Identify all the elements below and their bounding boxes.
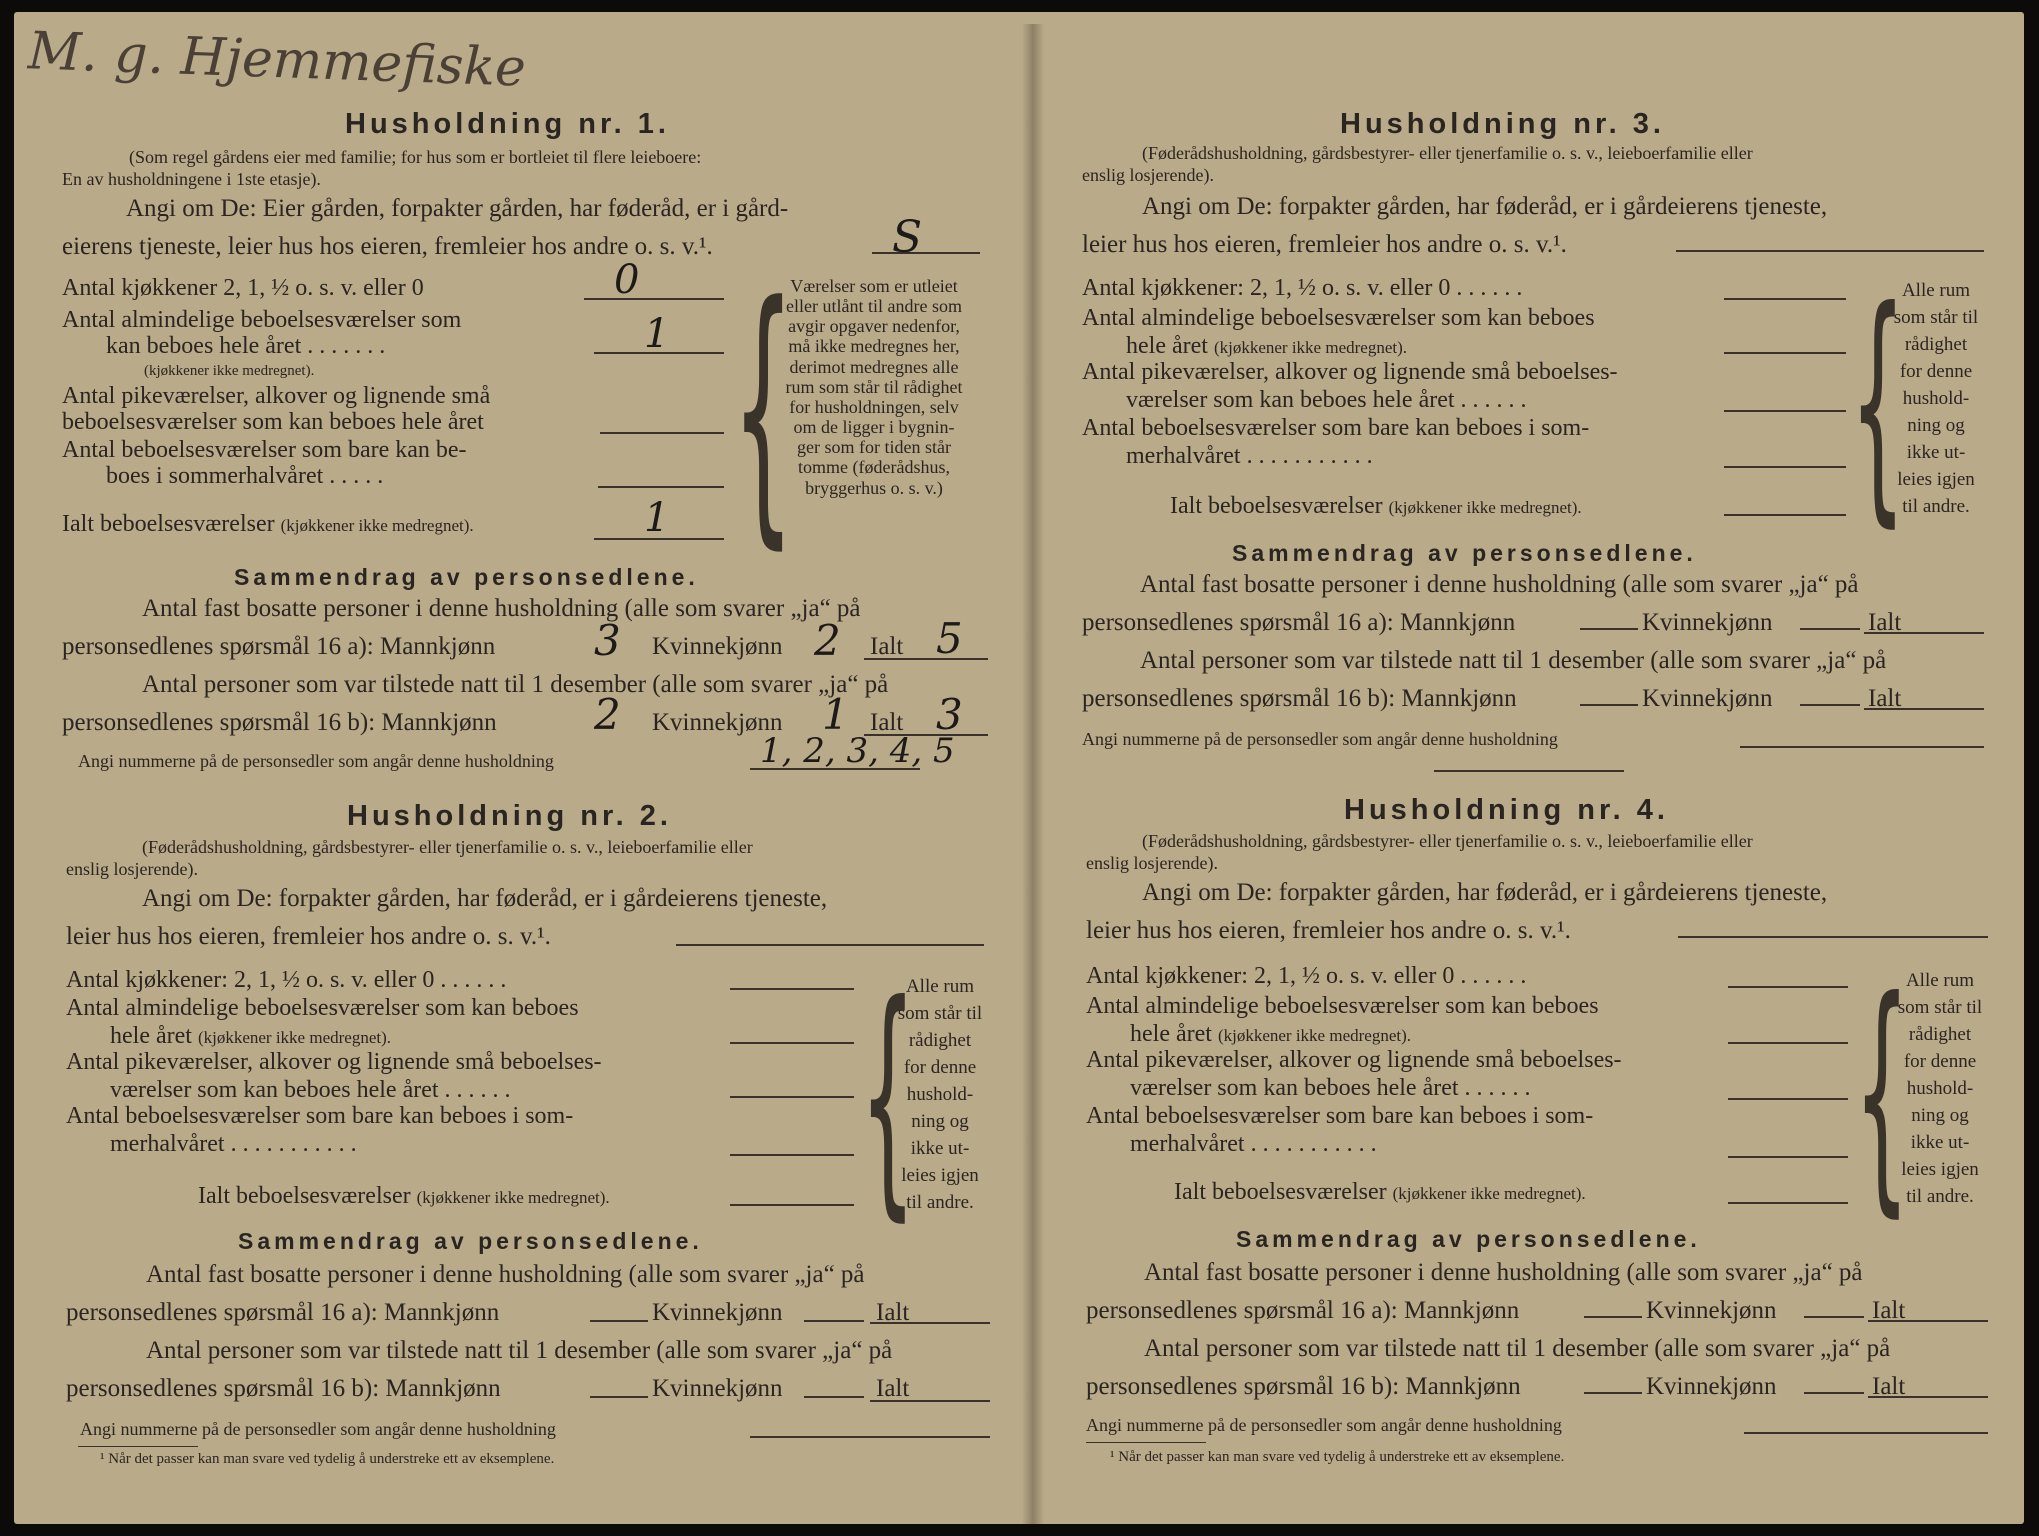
hh2-side-line: ning og: [911, 1110, 969, 1132]
hh3-pike-line: [1724, 410, 1846, 412]
hh4-alm-2-label: hele året: [1130, 1021, 1212, 1047]
hh1-side-line: rum som står til rådighet: [785, 376, 963, 397]
hh1-s2-ialt: 3: [936, 690, 963, 739]
hh4-numre-line: [1744, 1432, 1988, 1434]
hh4-s1b: personsedlenes spørsmål 16 a): Mannkjønn: [1086, 1297, 1520, 1324]
hh1-ialt: [62, 512, 474, 536]
hh3-ialt-line: [1724, 514, 1846, 516]
hh4-sommer-1: Antal beboelsesværelser som bare kan beboes i som-: [1086, 1103, 1594, 1129]
hh2-pike-line: [730, 1096, 854, 1098]
hh1-angi-answer-line: [872, 252, 980, 254]
hh3-sommer-1: Antal beboelsesværelser som bare kan beboes i som-: [1082, 415, 1590, 441]
hh3-side-note: [1880, 278, 1992, 521]
hh3-s2-ialt-label: Ialt: [1868, 685, 1902, 712]
hh4-s2-ialt-line: [1868, 1396, 1988, 1398]
hh3-note-1: (Føderådshusholdning, gårdsbestyrer- eller tjenerfamilie o. s. v., leieboerfamilie eller: [1142, 143, 1753, 163]
hh4-brace-icon: {: [1854, 947, 1910, 1238]
hh2-note-1: (Føderådshusholdning, gårdsbestyrer- eller tjenerfamilie o. s. v., leieboerfamilie eller: [142, 837, 753, 857]
hh2-side-line: hushold-: [906, 1083, 974, 1105]
hh2-side-line: til andre.: [906, 1191, 974, 1213]
hh1-note-1: (Som regel gårdens eier med familie; for hus som er bortleiet til flere leieboere:: [129, 147, 702, 167]
hh1-side-line: tomme (føderådshus,: [798, 457, 950, 478]
hh1-alm-1: Antal almindelige beboelsesværelser som: [62, 307, 462, 333]
hh3-angi-line: [1676, 250, 1984, 252]
right-page: [1038, 12, 2024, 1524]
hh1-ialt-answer: 1: [644, 495, 670, 541]
hh3-side-line: rådighet: [1904, 333, 1968, 355]
hh1-title: Husholdning nr. 1.: [345, 108, 670, 140]
hh4-s1-mann-line: [1584, 1316, 1642, 1318]
hh3-alm-1: Antal almindelige beboelsesværelser som kan beboes: [1082, 305, 1595, 331]
hh1-brace-icon: {: [732, 247, 795, 573]
hh1-side-line: for husholdningen, selv: [789, 396, 959, 417]
hh4-side-line: ning og: [1911, 1104, 1969, 1126]
hh4-s1-kvinne-line: [1804, 1316, 1864, 1318]
hh2-ialt-small: (kjøkkener ikke medregnet).: [416, 1188, 610, 1207]
hh4-side-line: ikke ut-: [1910, 1131, 1970, 1153]
hh1-side-line: avgir opgaver nedenfor,: [788, 316, 960, 337]
hh3-s1b: personsedlenes spørsmål 16 a): Mannkjønn: [1082, 609, 1516, 636]
hh4-kjokken: Antal kjøkkener: 2, 1, ½ o. s. v. eller 0 . . . . . .: [1086, 963, 1527, 989]
hh4-s2-kvinne-label: Kvinnekjønn: [1646, 1373, 1777, 1400]
hh1-numre: Angi nummerne på de personsedler som angår denne husholdning: [78, 751, 554, 771]
hh3-ialt-label: Ialt beboelsesværelser: [1170, 493, 1383, 519]
hh1-s1-mann: 3: [594, 616, 621, 665]
hh2-s2-ialt-line: [870, 1400, 990, 1402]
hh4-s1-ialt-line: [1868, 1320, 1988, 1322]
hh3-s1-kvinne-line: [1800, 628, 1860, 630]
hh3-side-line: som står til: [1893, 306, 1979, 328]
hh3-s2-ialt-line: [1864, 708, 1984, 710]
hh2-s2-kvinne-label: Kvinnekjønn: [652, 1375, 783, 1402]
hh4-alm-2-small: (kjøkkener ikke medregnet).: [1217, 1026, 1411, 1045]
hh2-summary-title: Sammendrag av personsedlene.: [238, 1228, 703, 1254]
hh3-s2a: Antal personer som var tilstede natt til 1 desember (alle som svarer „ja“ på: [1140, 647, 1887, 674]
hh1-s1-kvinne: 2: [814, 616, 841, 665]
hh1-s2a: Antal personer som var tilstede natt til 1 desember (alle som svarer „ja“ på: [142, 671, 889, 698]
hh3-s2-kvinne-label: Kvinnekjønn: [1642, 685, 1773, 712]
hh4-sommer-line: [1728, 1156, 1848, 1158]
hh2-side-note: [884, 974, 996, 1217]
hh4-side-line: hushold-: [1906, 1077, 1974, 1099]
hh4-kjokken-line: [1728, 986, 1848, 988]
hh1-summary-title: Sammendrag av personsedlene.: [234, 564, 699, 590]
hh3-ialt-small: (kjøkkener ikke medregnet).: [1388, 498, 1582, 517]
hh4-side-line: rådighet: [1908, 1023, 1972, 1045]
hh1-pike-2: beboelsesværelser som kan beboes hele året: [62, 409, 484, 435]
hh1-alm-3: (kjøkkener ikke medregnet).: [144, 363, 315, 379]
hh3-side-line: ikke ut-: [1906, 441, 1966, 463]
hh3-sommer-line: [1724, 466, 1846, 468]
hh3-s1-ialt-label: Ialt: [1868, 609, 1902, 636]
hh2-alm-2: [110, 1024, 391, 1048]
hh3-numre: Angi nummerne på de personsedler som angår denne husholdning: [1082, 729, 1558, 749]
hh1-s1b-label: personsedlenes spørsmål 16 a): Mannkjønn: [62, 633, 496, 660]
hh1-side-line: må ikke medregnes her,: [788, 336, 960, 357]
hh4-s2-mann-line: [1584, 1392, 1642, 1394]
hh1-side-line: Værelser som er utleiet: [790, 276, 958, 296]
hh2-side-line: ikke ut-: [910, 1137, 970, 1159]
hh3-side-line: til andre.: [1902, 495, 1970, 517]
hh2-side-line: rådighet: [908, 1029, 972, 1051]
hh3-side-line: for denne: [1899, 360, 1973, 382]
hh2-sommer-line: [730, 1154, 854, 1156]
hh1-kjokken-line: [584, 298, 724, 300]
hh3-alm-2-label: hele året: [1126, 333, 1208, 359]
hh4-angi-line: [1678, 936, 1988, 938]
hh2-note-2: enslig losjerende).: [66, 859, 198, 879]
hh2-side-line: for denne: [903, 1056, 977, 1078]
hh4-s1-ialt-label: Ialt: [1872, 1297, 1906, 1324]
hh4-s1-kvinne-label: Kvinnekjønn: [1646, 1297, 1777, 1324]
hh2-angi-2: leier hus hos eieren, fremleier hos andre o. s. v.¹.: [66, 923, 551, 950]
hh1-s2-kvinne-label: Kvinnekjønn: [652, 709, 783, 736]
hh3-brace-icon: {: [1850, 257, 1906, 548]
hh1-s2b: personsedlenes spørsmål 16 b): Mannkjønn: [62, 709, 497, 736]
hh1-pike-line: [600, 432, 724, 434]
divider-rule: [1434, 770, 1624, 772]
hh1-s2-mann: 2: [594, 690, 621, 739]
hh3-side-line: hushold-: [1902, 387, 1970, 409]
hh2-pike-1: Antal pikeværelser, alkover og lignende små beboelses-: [66, 1049, 602, 1075]
hh3-alm-2-small: (kjøkkener ikke medregnet).: [1213, 338, 1407, 357]
hh4-note-2: enslig losjerende).: [1086, 853, 1218, 873]
hh2-sommer-1: Antal beboelsesværelser som bare kan beboes i som-: [66, 1103, 574, 1129]
hh3-kjokken: Antal kjøkkener: 2, 1, ½ o. s. v. eller 0 . . . . . .: [1082, 275, 1523, 301]
hh3-sommer-2: merhalvåret . . . . . . . . . . .: [1126, 443, 1373, 469]
hh2-pike-2: værelser som kan beboes hele året . . . . . .: [110, 1077, 511, 1103]
hh1-s1a: Antal fast bosatte personer i denne husholdning (alle som svarer „ja“ på: [142, 595, 861, 622]
hh2-angi-line: [676, 944, 984, 946]
hh4-angi-1: Angi om De: forpakter gården, har føderåd, er i gårdeierens tjeneste,: [1142, 879, 1828, 906]
hh1-numre-answer: 1, 2, 3, 4, 5: [760, 731, 955, 771]
hh4-s2a: Antal personer som var tilstede natt til 1 desember (alle som svarer „ja“ på: [1144, 1335, 1891, 1362]
hh1-ialt-small: (kjøkkener ikke medregnet).: [280, 516, 474, 535]
hh1-s1b: [62, 634, 495, 659]
hh1-ialt-label: Ialt beboelsesværelser: [62, 511, 275, 537]
hh1-side-line: om de ligger i bygnin-: [793, 417, 955, 438]
footnote-rule-right: [1086, 1442, 1206, 1443]
hh2-title: Husholdning nr. 2.: [347, 800, 672, 832]
footnote-left: ¹ Når det passer kan man svare ved tydelig å understreke ett av eksemplene.: [100, 1451, 555, 1467]
hh1-angi-2: eierens tjeneste, leier hus hos eieren, fremleier hos andre o. s. v.¹.: [62, 233, 713, 260]
hh1-alm-answer: 1: [644, 311, 670, 357]
hh3-pike-2: værelser som kan beboes hele året . . . . . .: [1126, 387, 1527, 413]
hh4-s2-ialt-label: Ialt: [1872, 1373, 1906, 1400]
hh2-ialt-line: [730, 1204, 854, 1206]
hh1-kjokken: Antal kjøkkener 2, 1, ½ o. s. v. eller 0: [62, 275, 424, 301]
hh2-s2-ialt-label: Ialt: [876, 1375, 910, 1402]
hh1-side-line: eller utlånt til andre som: [786, 296, 962, 317]
left-page: [14, 12, 1014, 1524]
hh3-summary-title: Sammendrag av personsedlene.: [1232, 540, 1697, 566]
hh1-s1-line: [864, 658, 988, 660]
hh4-s2b: personsedlenes spørsmål 16 b): Mannkjønn: [1086, 1373, 1521, 1400]
hh3-pike-1: Antal pikeværelser, alkover og lignende små beboelses-: [1082, 359, 1618, 385]
hh4-side-line: for denne: [1903, 1050, 1977, 1072]
hh3-side-line: leies igjen: [1897, 468, 1975, 490]
hh1-note-2: En av husholdningene i 1ste etasje).: [62, 169, 321, 189]
hh1-s2-ialt-label: Ialt: [870, 709, 904, 736]
hh3-alm-line: [1724, 352, 1846, 354]
hh4-title: Husholdning nr. 4.: [1344, 794, 1669, 826]
hh3-s1-mann-line: [1580, 628, 1638, 630]
hh2-side-line: Alle rum: [905, 976, 975, 997]
footnote-right: ¹ Når det passer kan man svare ved tydelig å understreke ett av eksemplene.: [1110, 1449, 1565, 1465]
hh4-side-line: til andre.: [1906, 1185, 1974, 1207]
hh3-title: Husholdning nr. 3.: [1340, 108, 1665, 140]
hh2-kjokken: Antal kjøkkener: 2, 1, ½ o. s. v. eller 0 . . . . . .: [66, 967, 507, 993]
hh2-numre: Angi nummerne på de personsedler som angår denne husholdning: [80, 1419, 556, 1439]
hh3-s1-ialt-line: [1864, 632, 1984, 634]
hh2-kjokken-line: [730, 988, 854, 990]
hh1-s1-kvinne-label: Kvinnekjønn: [652, 633, 783, 660]
hh3-s2b: personsedlenes spørsmål 16 b): Mannkjønn: [1082, 685, 1517, 712]
hh2-s1-ialt-line: [870, 1322, 990, 1324]
handwritten-note: M. g. Hjemmefiske: [27, 21, 527, 99]
hh4-pike-line: [1728, 1098, 1848, 1100]
hh4-angi-2: leier hus hos eieren, fremleier hos andre o. s. v.¹.: [1086, 917, 1571, 944]
hh1-s2-kvinne: 1: [822, 690, 849, 739]
hh3-kjokken-line: [1724, 298, 1846, 300]
hh4-pike-1: Antal pikeværelser, alkover og lignende små beboelses-: [1086, 1047, 1622, 1073]
hh1-kjokken-answer: 0: [614, 257, 640, 303]
hh2-s1-kvinne-line: [804, 1320, 864, 1322]
hh2-side-line: leies igjen: [901, 1164, 979, 1186]
hh4-alm-line: [1728, 1042, 1848, 1044]
hh4-side-line: som står til: [1897, 996, 1983, 1018]
hh2-s2-mann-line: [590, 1396, 648, 1398]
hh2-ialt: [198, 1184, 610, 1208]
hh4-sommer-2: merhalvåret . . . . . . . . . . .: [1130, 1131, 1377, 1157]
hh3-note-2: enslig losjerende).: [1082, 165, 1214, 185]
hh1-sommer-2: boes i sommerhalvåret . . . . .: [106, 463, 384, 489]
hh3-alm-2: [1126, 334, 1407, 358]
hh1-s1-ialt: 5: [936, 614, 963, 663]
hh4-summary-title: Sammendrag av personsedlene.: [1236, 1226, 1701, 1252]
hh1-sommer-line: [598, 486, 724, 488]
hh2-s2a: Antal personer som var tilstede natt til 1 desember (alle som svarer „ja“ på: [146, 1337, 893, 1364]
hh2-angi-1: Angi om De: forpakter gården, har føderåd, er i gårdeierens tjeneste,: [142, 885, 828, 912]
hh2-s2-kvinne-line: [804, 1396, 864, 1398]
hh2-brace-icon: {: [860, 951, 916, 1242]
hh2-s1-kvinne-label: Kvinnekjønn: [652, 1299, 783, 1326]
hh3-s2-kvinne-line: [1800, 704, 1860, 706]
hh3-angi-2: leier hus hos eieren, fremleier hos andre o. s. v.¹.: [1082, 231, 1567, 258]
hh1-side-note: [752, 276, 996, 498]
hh4-ialt-small: (kjøkkener ikke medregnet).: [1392, 1184, 1586, 1203]
hh4-side-note: [1884, 968, 1996, 1211]
hh3-s1a: Antal fast bosatte personer i denne husholdning (alle som svarer „ja“ på: [1140, 571, 1859, 598]
hh2-s1a: Antal fast bosatte personer i denne husholdning (alle som svarer „ja“ på: [146, 1261, 865, 1288]
hh1-pike-1: Antal pikeværelser, alkover og lignende små: [62, 383, 491, 409]
hh3-s1-kvinne-label: Kvinnekjønn: [1642, 609, 1773, 636]
footnote-rule-left: [78, 1446, 198, 1447]
hh4-ialt-label: Ialt beboelsesværelser: [1174, 1179, 1387, 1205]
hh2-alm-2-small: (kjøkkener ikke medregnet).: [197, 1028, 391, 1047]
hh4-numre: Angi nummerne på de personsedler som angår denne husholdning: [1086, 1415, 1562, 1435]
hh3-side-line: ning og: [1907, 414, 1965, 436]
hh4-pike-2: værelser som kan beboes hele året . . . . . .: [1130, 1075, 1531, 1101]
hh1-angi-1: Angi om De: Eier gården, forpakter gården, har føderåd, er i gård-: [126, 195, 789, 222]
hh3-numre-line: [1740, 746, 1984, 748]
hh2-s1b: personsedlenes spørsmål 16 a): Mannkjønn: [66, 1299, 500, 1326]
hh1-side-line: bryggerhus o. s. v.): [805, 477, 943, 498]
hh4-side-line: Alle rum: [1905, 970, 1975, 991]
hh1-s1-ialt-label: Ialt: [870, 633, 904, 660]
hh1-side-line: derimot medregnes alle: [789, 356, 959, 377]
census-form-sheet: [14, 12, 2024, 1524]
hh2-alm-line: [730, 1042, 854, 1044]
hh4-alm-1: Antal almindelige beboelsesværelser som kan beboes: [1086, 993, 1599, 1019]
hh2-alm-2-label: hele året: [110, 1023, 192, 1049]
hh4-note-1: (Føderådshusholdning, gårdsbestyrer- eller tjenerfamilie o. s. v., leieboerfamilie eller: [1142, 831, 1753, 851]
hh3-ialt: [1170, 494, 1582, 518]
hh2-s1-mann-line: [590, 1320, 648, 1322]
hh1-side-line: ger som for tiden står: [797, 437, 951, 458]
hh2-side-line: som står til: [897, 1002, 983, 1024]
hh2-s2b: personsedlenes spørsmål 16 b): Mannkjønn: [66, 1375, 501, 1402]
hh1-sommer-1: Antal beboelsesværelser som bare kan be-: [62, 437, 467, 463]
hh4-alm-2: [1130, 1022, 1411, 1046]
hh2-s1-ialt-label: Ialt: [876, 1299, 910, 1326]
hh2-sommer-2: merhalvåret . . . . . . . . . . .: [110, 1131, 357, 1157]
hh2-ialt-label: Ialt beboelsesværelser: [198, 1183, 411, 1209]
hh1-angi-answer: S: [892, 212, 923, 263]
hh2-numre-line: [750, 1436, 990, 1438]
hh3-side-line: Alle rum: [1901, 280, 1971, 301]
hh4-s2-kvinne-line: [1804, 1392, 1864, 1394]
hh4-ialt-line: [1728, 1202, 1848, 1204]
hh1-alm-2: kan beboes hele året . . . . . . .: [106, 333, 386, 359]
hh4-ialt: [1174, 1180, 1586, 1204]
hh4-s1a: Antal fast bosatte personer i denne husholdning (alle som svarer „ja“ på: [1144, 1259, 1863, 1286]
hh3-s2-mann-line: [1580, 704, 1638, 706]
hh4-side-line: leies igjen: [1901, 1158, 1979, 1180]
hh3-angi-1: Angi om De: forpakter gården, har føderåd, er i gårdeierens tjeneste,: [1142, 193, 1828, 220]
hh2-alm-1: Antal almindelige beboelsesværelser som kan beboes: [66, 995, 579, 1021]
